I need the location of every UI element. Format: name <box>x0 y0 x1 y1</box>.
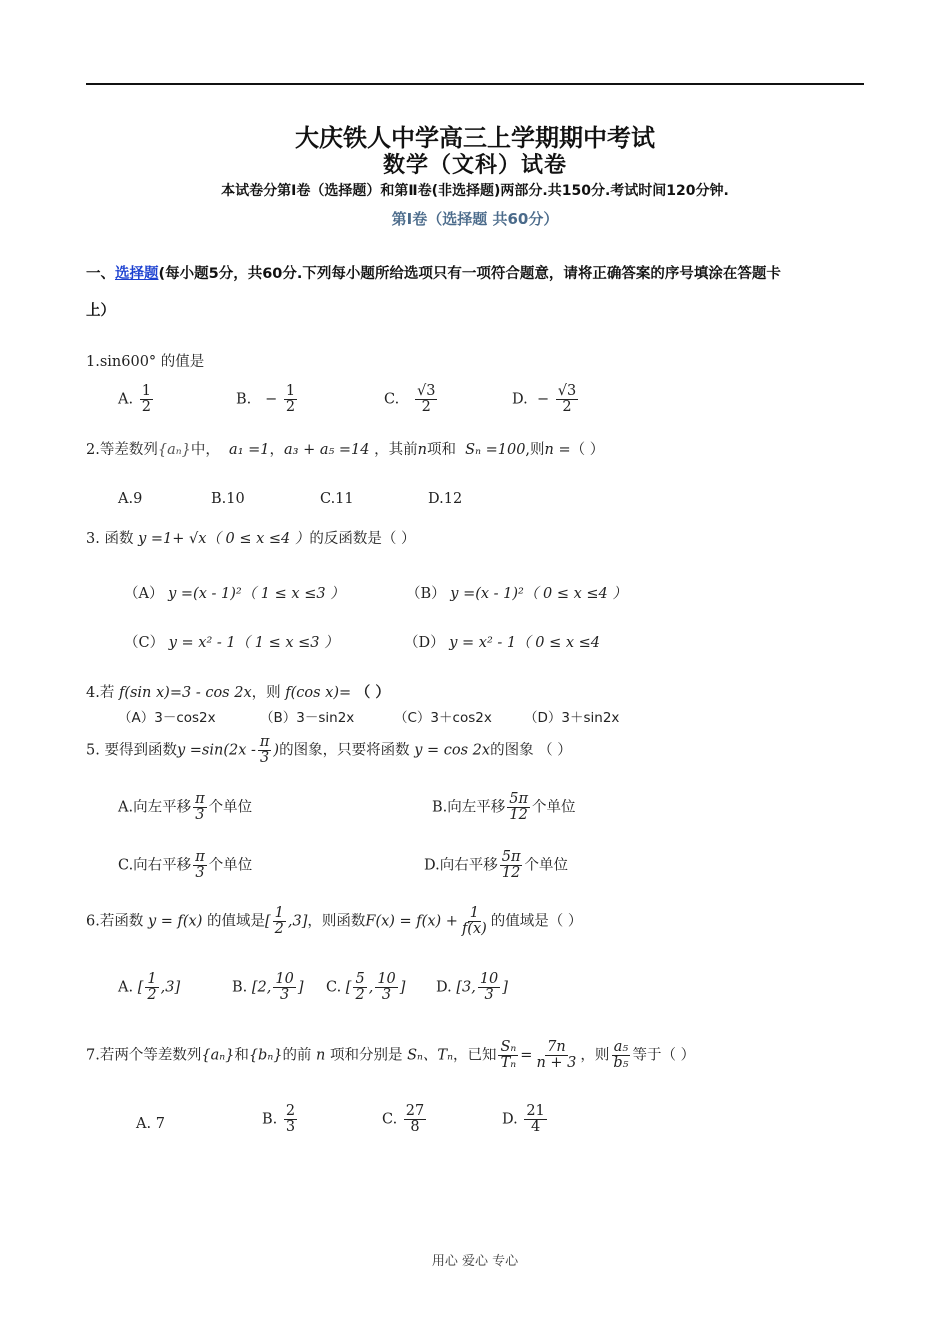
q7-option-c: C. $\frac{27}{8}$ <box>382 1103 425 1136</box>
section-link[interactable]: 选择题 <box>115 266 159 282</box>
q5-option-c: C.向右平移 $\frac{\pi}{3}$ 个单位 <box>118 849 253 882</box>
q1-stem: 1.sin600° 的值是 <box>86 354 205 370</box>
q7-option-d: D. $\frac{21}{4}$ <box>502 1103 545 1136</box>
q4-stem: 4.若 f(sin x)=3 - cos 2x，则 f(cos x)= （ ） <box>86 685 390 701</box>
q5-option-d: D.向右平移 $\frac{5\pi}{12}$ 个单位 <box>424 849 568 882</box>
page-footer: 用心 爱心 专心 <box>431 1254 519 1269</box>
q1-option-b: B. − $\frac{1}{2}$ <box>236 383 296 416</box>
q5-option-b: B.向左平移 $\frac{5\pi}{12}$ 个单位 <box>432 791 576 824</box>
exam-subtitle: 数学（文科）试卷 <box>382 153 567 178</box>
section-prefix: 一、 <box>86 266 115 282</box>
q7-option-a: A. 7 <box>136 1116 165 1132</box>
q4-option-c: （C）3＋cos2x <box>394 710 492 726</box>
section-heading <box>86 262 781 283</box>
exam-intro: 本试卷分第Ⅰ卷（选择题）和第Ⅱ卷(非选择题)两部分.共150分.考试时间120分钟. <box>221 183 729 199</box>
q4-option-d: （D）3＋sin2x <box>524 710 620 726</box>
q2-option-a: A.9 <box>118 491 143 507</box>
q5-stem: 5. 要得到函数y =sin(2x - $\frac{\pi}{3}$ )的图象，只要将函数 y = cos 2x的图象 （ ） <box>86 734 572 767</box>
q2-option-d: D.12 <box>428 491 463 507</box>
q7-option-b: B. $\frac{2}{3}$ <box>262 1103 296 1136</box>
exam-title: 大庆铁人中学高三上学期期中考试 <box>295 124 655 152</box>
section-text-cont: 上） <box>86 303 115 319</box>
section-text: (每小题5分，共60分.下列每小题所给选项只有一项符合题意，请将正确答案的序号填涂在答题卡 <box>158 266 781 282</box>
q5-option-a: A.向左平移 $\frac{\pi}{3}$ 个单位 <box>118 791 253 824</box>
q6-stem: 6.若函数 y = f(x) 的值域是[ $\frac{1}{2}$ ,3]，则函数F(x) = f(x) + $\frac{1}{f(x)}$ 的值域是（ ） <box>86 905 583 938</box>
q3-option-d: （D） y = x² - 1（ 0 ≤ x ≤4 <box>404 635 601 651</box>
top-rule <box>86 83 864 85</box>
q3-stem: 3. 函数 y =1+ √x（ 0 ≤ x ≤4 ）的反函数是（ ） <box>86 531 416 547</box>
q6-option-a: A. [ $\frac{1}{2}$ ,3] <box>118 971 181 1004</box>
q4-option-b: （B）3－sin2x <box>260 710 355 726</box>
q4-option-a: （A）3－cos2x <box>118 710 216 726</box>
volume-heading: 第Ⅰ卷（选择题 共60分） <box>391 210 559 228</box>
q1-option-d: D. − $\frac{√3}{2}$ <box>512 383 577 416</box>
q1-option-a: A. $\frac{1}{2}$ <box>118 383 151 416</box>
q2-stem: 2.等差数列{aₙ}中， a₁ =1，a₃ + a₅ =14 ，其前n项和 Sₙ =100,则n =（ ） <box>86 442 605 458</box>
q3-option-b: （B） y =(x - 1)²（ 0 ≤ x ≤4 ） <box>406 586 627 602</box>
q7-stem: 7.若两个等差数列{aₙ}和{bₙ}的前 n 项和分别是 Sₙ、Tₙ，已知 $\frac{\text{Sₙ}}{\text{Tₙ}}$ = $\frac{7n}{n + 3}$ ，则 $\frac{\text{a₅}}{\text{b₅}}$ 等于（ ） <box>86 1039 696 1072</box>
q6-option-c: C. [ $\frac{5}{2}$ , $\frac{10}{3}$ ] <box>326 971 406 1004</box>
q2-option-c: C.11 <box>320 491 354 507</box>
q6-option-b: B. [2, $\frac{10}{3}$ ] <box>232 971 304 1004</box>
q3-option-c: （C） y = x² - 1（ 1 ≤ x ≤3 ） <box>124 635 339 651</box>
q2-option-b: B.10 <box>211 491 245 507</box>
q3-option-a: （A） y =(x - 1)²（ 1 ≤ x ≤3 ） <box>124 586 345 602</box>
q1-option-c: C. $\frac{√3}{2}$ <box>384 383 436 416</box>
q6-option-d: D. [3, $\frac{10}{3}$ ] <box>436 971 508 1004</box>
